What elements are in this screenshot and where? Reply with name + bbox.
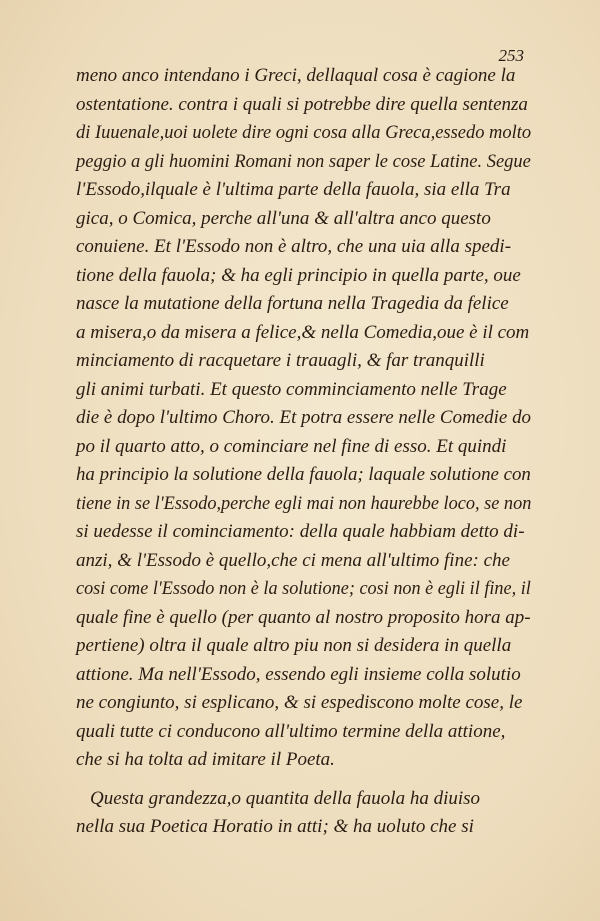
- text-line: quali tutte ci conducono all'ultimo termine della attione,: [76, 720, 506, 742]
- text-line: nasce la mutatione della fortuna nella Tragedia da felice: [76, 293, 509, 314]
- text-line: ostentatione. contra i quali si potrebbe dire quella sentenza: [76, 93, 528, 115]
- text-line: si uedesse il cominciamento: della quale habbiam detto di-: [76, 521, 525, 542]
- text-line: Questa grandezza,o quantita della fauola ha diuiso: [90, 787, 481, 809]
- text-line: ha principio la solutione della fauola; laquale solutione con: [76, 464, 531, 485]
- text-line: che si ha tolta ad imitare il Poeta.: [76, 749, 335, 770]
- text-line: po il quarto atto, o cominciare nel fine di esso. Et quindi: [76, 435, 507, 457]
- text-line: cosi come l'Essodo non è la solutione; cosi non è egli il fine, il: [76, 578, 531, 599]
- text-line: a misera,o da misera a felice,& nella Comedia,oue è il com: [76, 321, 530, 343]
- text-line: quale fine è quello (per quanto al nostro proposito hora ap-: [76, 606, 531, 628]
- text-line: di Iuuenale,uoi uolete dire ogni cosa alla Greca,essedo molto: [76, 122, 532, 143]
- text-line: meno anco intendano i Greci, dellaqual cosa è cagione la: [76, 65, 516, 86]
- text-line: peggio a gli huomini Romani non saper le cose Latine. Segue: [76, 150, 531, 172]
- text-line: gli animi turbati. Et questo comminciamento nelle Trage: [76, 378, 507, 400]
- body-text: [76, 62, 531, 842]
- text-line: tione della fauola; & ha egli principio in quella parte, oue: [76, 264, 521, 286]
- text-line: gica, o Comica, perche all'una & all'altra anco questo: [76, 207, 491, 229]
- text-line: nella sua Poetica Horatio in atti; & ha uoluto che si: [76, 816, 474, 837]
- page-number: 253: [498, 46, 524, 65]
- paragraph: [76, 785, 531, 842]
- text-line: tiene in se l'Essodo,perche egli mai non haurebbe loco, se non: [76, 492, 532, 514]
- text-line: attione. Ma nell'Essodo, essendo egli insieme colla solutio: [76, 663, 521, 685]
- paragraph: [76, 62, 531, 775]
- text-line: conuiene. Et l'Essodo non è altro, che una uia alla spedi-: [76, 236, 512, 257]
- text-line: l'Essodo,ilquale è l'ultima parte della fauola, sia ella Tra: [76, 179, 511, 200]
- text-line: ne congiunto, si esplicano, & si espediscono molte cose, le: [76, 692, 523, 713]
- text-line: minciamento di racquetare i trauagli, & far tranquilli: [76, 350, 485, 371]
- text-line: anzi, & l'Essodo è quello,che ci mena all'ultimo fine: che: [76, 549, 510, 571]
- text-line: die è dopo l'ultimo Choro. Et potra essere nelle Comedie do: [76, 407, 532, 428]
- text-line: pertiene) oltra il quale altro piu non si desidera in quella: [76, 635, 512, 656]
